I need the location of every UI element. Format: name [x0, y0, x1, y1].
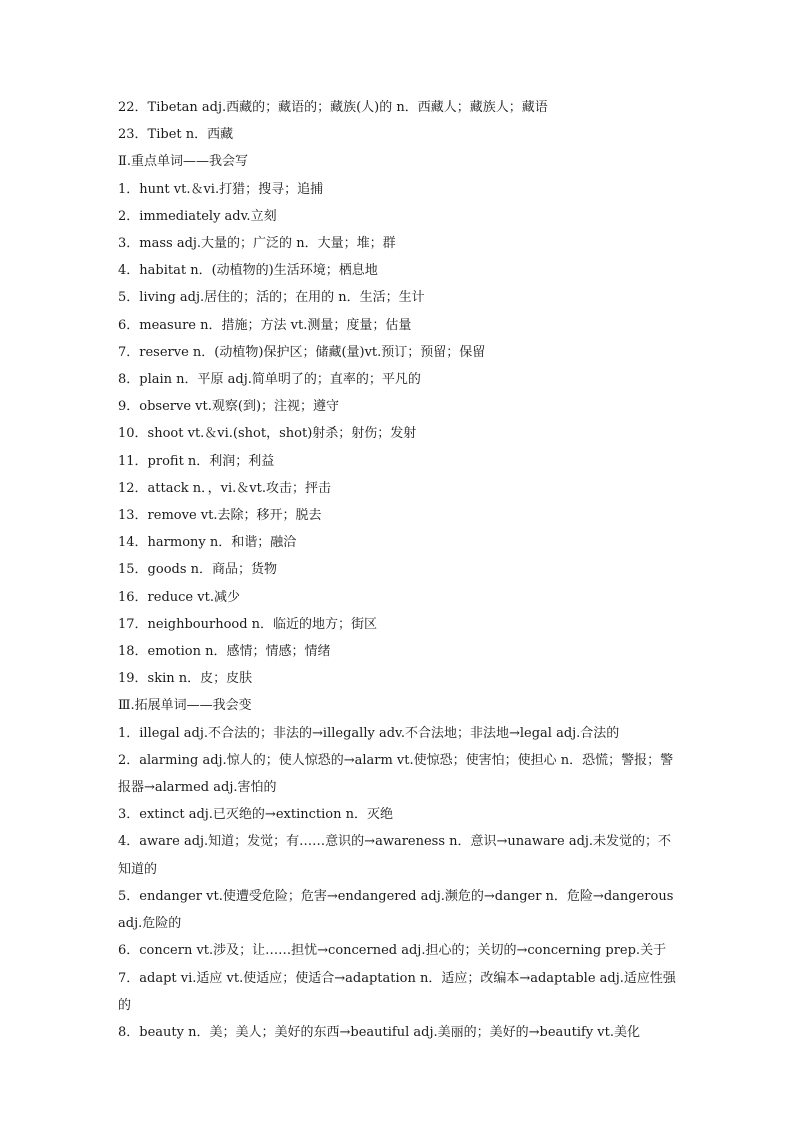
- vocab-entry-22: 22．Tibetan adj.西藏的；藏语的；藏族(人)的 n．西藏人；藏族人；藏语: [118, 100, 548, 115]
- key-word-11: 11．profit n．利润；利益: [118, 453, 275, 469]
- extended-word-3: 3．extinct adj.已灭绝的→extinction n．灭绝: [118, 807, 393, 823]
- key-word-12: 12．attack n．，vi.＆vt.攻击；抨击: [118, 480, 331, 496]
- key-word-9: 9．observe vt.观察(到)；注视；遵守: [118, 399, 340, 415]
- extended-word-8: 8．beauty n．美；美人；美好的东西→beautiful adj.美丽的；美好的→beautify vt.美化: [118, 1024, 641, 1040]
- key-word-3: 3．mass adj.大量的；广泛的 n．大量；堆；群: [118, 236, 396, 252]
- key-word-6: 6．measure n．措施；方法 vt.测量；度量；估量: [118, 317, 412, 333]
- key-word-19: 19．skin n．皮；皮肤: [118, 671, 253, 687]
- key-word-15: 15．goods n．商品；货物: [118, 562, 278, 578]
- key-word-7: 7．reserve n．(动植物)保护区；储藏(量)vt.预订；预留；保留: [118, 344, 486, 360]
- key-word-2: 2．immediately adv.立刻: [118, 208, 277, 224]
- extended-word-1: 1．illegal adj.不合法的；非法的→illegally adv.不合法地；非法地→legal adj.合法的: [118, 725, 620, 741]
- extended-word-7: 7．adapt vi.适应 vt.使适应；使适合→adaptation n．适应；改编本→adaptable adj.适应性强的: [118, 970, 676, 1013]
- extended-word-2: 2．alarming adj.惊人的；使人惊恐的→alarm vt.使惊恐；使害怕；使担心 n．恐慌；警报；警报器→alarmed adj.害怕的: [118, 752, 674, 796]
- extended-word-6: 6．concern vt.涉及；让……担忧→concerned adj.担心的；关切的→concerning prep.关于: [118, 943, 667, 959]
- extended-word-5: 5．endanger vt.使遭受危险；危害→endangered adj.濒危的→danger n．危险→dangerous adj.危险的: [118, 888, 674, 932]
- key-word-10: 10．shoot vt.＆vi.(shot，shot)射杀；射伤；发射: [118, 426, 417, 442]
- key-word-17: 17．neighbourhood n．临近的地方；街区: [118, 616, 378, 632]
- key-word-5: 5．living adj.居住的；活的；在用的 n．生活；生计: [118, 290, 425, 306]
- extended-word-4: 4．aware adj.知道；发觉；有……意识的→awareness n．意识→unaware adj.未发觉的；不知道的: [118, 834, 672, 877]
- key-word-4: 4．habitat n．(动植物的)生活环境；栖息地: [118, 263, 378, 279]
- vocab-entry-23: 23．Tibet n．西藏: [118, 127, 234, 143]
- key-word-8: 8．plain n．平原 adj.简单明了的；直率的；平凡的: [118, 372, 421, 388]
- key-word-1: 1．hunt vt.＆vi.打猎；搜寻；追捕: [118, 181, 324, 197]
- key-word-13: 13．remove vt.去除；移开；脱去: [118, 508, 322, 524]
- key-word-14: 14．harmony n．和谐；融洽: [118, 535, 297, 551]
- key-word-16: 16．reduce vt.减少: [118, 589, 240, 605]
- section-heading-key-words: Ⅱ.重点单词——我会写: [118, 154, 248, 170]
- section-heading-extended-words: Ⅲ.拓展单词——我会变: [118, 698, 252, 714]
- key-word-18: 18．emotion n．感情；情感；情绪: [118, 644, 331, 660]
